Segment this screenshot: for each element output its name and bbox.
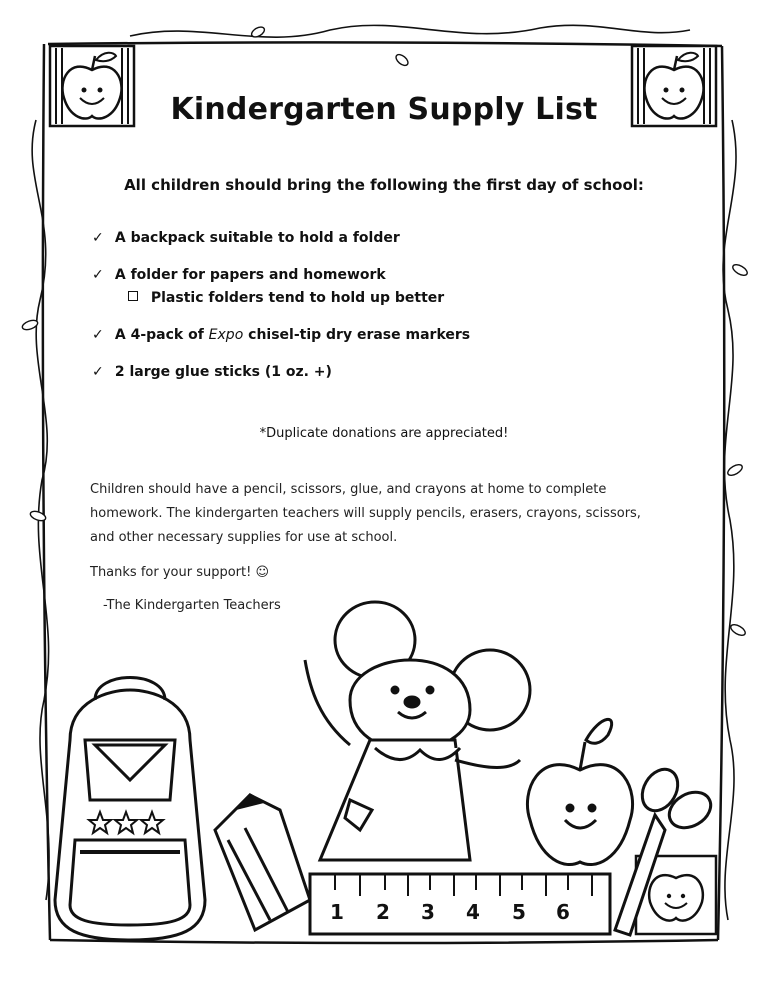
sub-list-item-text: Plastic folders tend to hold up better [150,290,445,306]
intro-text: All children should bring the following the first day of school: [124,176,644,194]
list-item [92,327,692,343]
mouse-illustration [305,602,530,860]
list-item-text: A folder for papers and homework [114,267,386,283]
ruler-number: 6 [556,900,570,924]
page-title: Kindergarten Supply List [170,92,598,127]
ruler-number: 2 [376,900,390,924]
list-item-text-post: chisel-tip dry erase markers [243,327,471,343]
ruler-number: 1 [330,900,344,924]
info-paragraph: Children should have a pencil, scissors, glue, and crayons at home to complete homework. The kindergarten teachers will supply pencils, erasers, crayons, scissors, and other necessary supplies for use at school. [90,482,641,545]
check-icon: ✓ [92,364,104,380]
supply-list [92,230,692,401]
list-item-text: A backpack suitable to hold a folder [114,230,400,246]
thanks-text: Thanks for your support! ☺ [90,565,269,580]
square-bullet-icon [128,291,138,301]
list-item [92,364,692,380]
ruler-number: 4 [466,900,480,924]
list-item [92,230,692,246]
check-icon: ✓ [92,327,104,343]
list-item-text: 2 large glue sticks (1 oz. +) [114,364,332,380]
apple-illustration [527,719,632,864]
list-item-text-pre: A 4-pack of [114,327,209,343]
check-icon: ✓ [92,230,104,246]
pencil-illustration [215,795,310,930]
list-item [92,267,692,283]
ruler-number: 3 [421,900,435,924]
check-icon: ✓ [92,267,104,283]
sub-list-item [128,290,692,306]
list-item-text-brand: Expo [208,327,244,343]
ruler-number: 5 [512,900,526,924]
backpack-illustration [55,678,205,941]
signature: -The Kindergarten Teachers [103,598,281,613]
duplicate-note: *Duplicate donations are appreciated! [259,426,509,441]
